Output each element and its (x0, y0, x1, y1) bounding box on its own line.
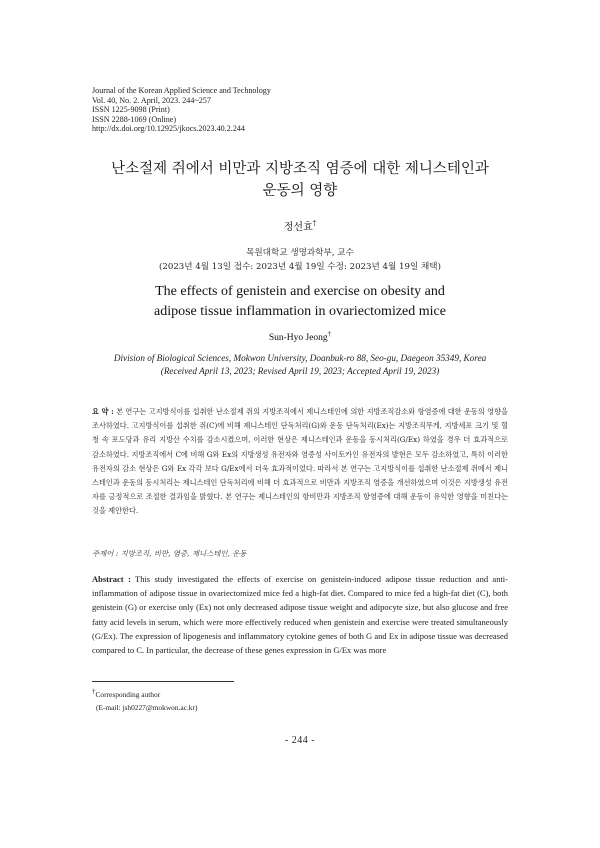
author-korean (0, 218, 600, 233)
author-english-name: Sun-Hyo Jeong (268, 333, 328, 343)
abstract-korean-text: 본 연구는 고지방식이를 섭취한 난소절제 쥐의 지방조직에서 제니스테인에 의한 지방조직감소와 항염증에 대한 운동의 영향을 조사하였다. 고지방식이를 섭취한 쥐(C)에 비해 제니스테인 단독처리(G)와 운동 단독처리(Ex)는 지방조직무게, 지방세포 크기 및 혈청 속 포도당과 유리 지방산 수치를 감소시켰으며, 이러한 현상은 제니스테인과 운동을 동시처리(G/Ex) 하였을 경우 더 효과적으로 감소하였다. 지방조직에서 C에 비해 G와 Ex의 지방생성 유전자와 염증성 사이토카인 유전자의 발현은 모두 감소하였고, 특히 이러한 유전자의 감소 현상은 G와 Ex 각각 보다 G/Ex에서 더욱 효과적이었다. 따라서 본 연구는 고지방식이를 섭취한 난소절제 쥐에서 제니스테인과 운동의 동시처리는 제니스테인 단독처리에 비해 더 효과적으로 비만과 지방조직 염증을 개선하였으며 이것은 지방생성 유전자를 긍정적으로 조절한 결과임을 밝혔다. 본 연구는 제니스테인의 항비만과 지방조직 항염증에 대해 운동이 유익한 영향을 미친다는 것을 제안한다. (92, 407, 509, 516)
affiliation-english-line1: Division of Biological Sciences, Mokwon University, Doanbuk-ro 88, Seo-gu, Daegeon 35349, Korea (113, 353, 487, 363)
keywords-korean: 주제어 : 지방조직, 비만, 염증, 제니스테인, 운동 (92, 549, 247, 558)
journal-doi: http://dx.doi.org/10.12925/jkocs.2023.40.2.244 (92, 124, 245, 134)
author-english-dagger: † (327, 329, 332, 338)
affiliation-korean-line1: 목원대학교 생명과학부, 교수 (246, 248, 354, 258)
footnote-dagger: † (92, 687, 96, 696)
abstract-korean (92, 405, 508, 519)
title-korean-line1: 난소절제 쥐에서 비만과 지방조직 염증에 대한 제니스테인과 (111, 161, 489, 177)
footnote-email: (E-mail: jsh0227@mokwon.ac.kr) (96, 703, 198, 712)
page-number: - 244 - (284, 735, 316, 746)
title-korean-line2: 운동의 영향 (262, 183, 338, 199)
title-english (60, 282, 540, 322)
footnote-line1: Corresponding author (95, 690, 161, 699)
journal-header (92, 86, 512, 134)
affiliation-korean-dates: (2023년 4월 13일 접수: 2023년 4월 19일 수정: 2023년 4월 19일 채택) (159, 262, 441, 272)
author-english (0, 329, 600, 343)
affiliation-korean (0, 246, 600, 274)
abstract-english-label: Abstract : (92, 574, 131, 584)
author-korean-dagger: † (312, 219, 317, 228)
author-korean-name: 정선효 (283, 222, 313, 233)
journal-issn-print: ISSN 1225-9098 (Print) (92, 105, 170, 115)
footnote-divider (92, 681, 234, 682)
journal-name: Journal of the Korean Applied Science and Technology (92, 86, 271, 95)
title-english-line2: adipose tissue inflammation in ovariectomized mice (154, 304, 446, 319)
affiliation-english (0, 352, 600, 378)
journal-volume: Vol. 40, No. 2. April, 2023. 244~257 (92, 95, 211, 105)
affiliation-english-dates: (Received April 13, 2023; Revised April 19, 2023; Accepted April 19, 2023) (160, 366, 440, 376)
journal-issn-online: ISSN 2288-1069 (Online) (92, 114, 177, 124)
abstract-english (92, 572, 508, 657)
title-korean (60, 158, 540, 202)
abstract-english-text: This study investigated the effects of exercise on genistein-induced adipose tissue reduction and anti-inflammation of adipose tissue in ovariectomized mice fed a high-fat diet. Compared to mice fed a high-fat diet (C), both genistein (G) or exercise only (Ex) not only decreased adipose tissue weight and adipocyte size, but also glucose and free fatty acid levels in serum, which were more effectively reduced when genistein and exercise were treated simultaneously (G/Ex). The expression of lipogenesis and inflammatory cytokine genes of both G and Ex in adipose tissue was decreased compared to C. In particular, the decrease of these genes expression in G/Ex was more (92, 574, 508, 656)
abstract-korean-label: 요 약 : (92, 407, 114, 416)
title-english-line1: The effects of genistein and exercise on obesity and (155, 284, 445, 299)
footnote (92, 688, 392, 714)
